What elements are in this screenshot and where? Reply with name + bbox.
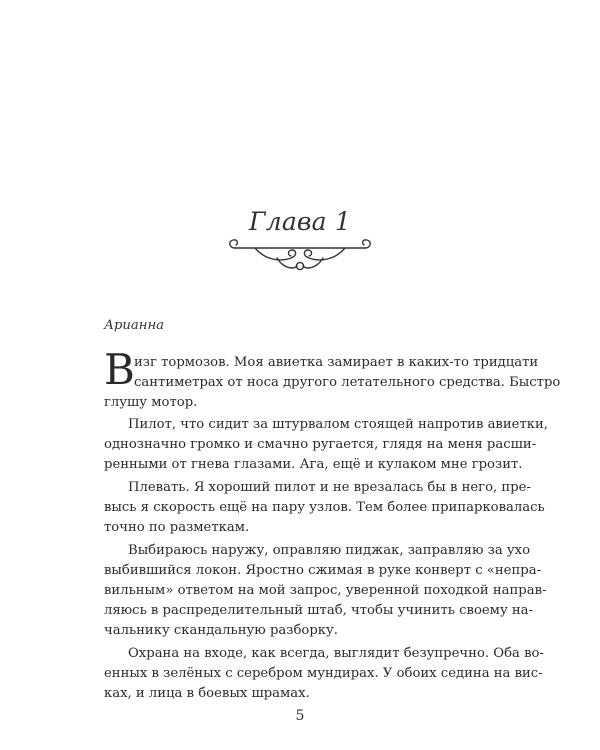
author-name: Арианна [104,318,165,333]
text-line: ренными от гнева глазами. Ага, ещё и кулаком мне грозит. [104,457,523,472]
text-line: изг тормозов. Моя авиетка замирает в каких-то тридцати [134,355,539,370]
text-line: вильным» ответом на мой запрос, уверенной походкой направ- [104,583,547,598]
chapter-title: Глава 1 [248,207,352,236]
text-line: ляюсь в распределительный штаб, чтобы учинить своему на- [104,603,533,618]
text-line: енных в зелёных с серебром мундирах. У обоих седина на вис- [104,666,543,681]
text-line: Выбираюсь наружу, оправляю пиджак, заправляю за ухо [128,543,531,558]
text-line: Плевать. Я хороший пилот и не врезалась бы в него, пре- [128,480,531,495]
text-line: Пилот, что сидит за штурвалом стоящей напротив авиетки, [128,417,548,432]
text-line: Охрана на входе, как всегда, выглядит безупречно. Оба во- [128,646,544,661]
text-line: чальнику скандальную разборку. [104,623,338,638]
text-line: глушу мотор. [104,395,198,410]
page-number: 5 [295,708,305,724]
drop-cap: В [104,345,135,394]
text-line: ках, и лица в боевых шрамах. [104,686,310,701]
text-line: сантиметрах от носа другого летательного средства. Быстро [134,375,561,390]
text-line: высь я скорость ещё на пару узлов. Тем более припарковалась [104,500,545,515]
text-line: выбившийся локон. Яростно сжимая в руке конверт с «непра- [104,563,542,578]
text-line: точно по разметкам. [104,520,250,535]
text-line: однозначно громко и смачно ругается, глядя на меня расши- [104,437,537,452]
flourish-ornament-icon [225,236,375,276]
